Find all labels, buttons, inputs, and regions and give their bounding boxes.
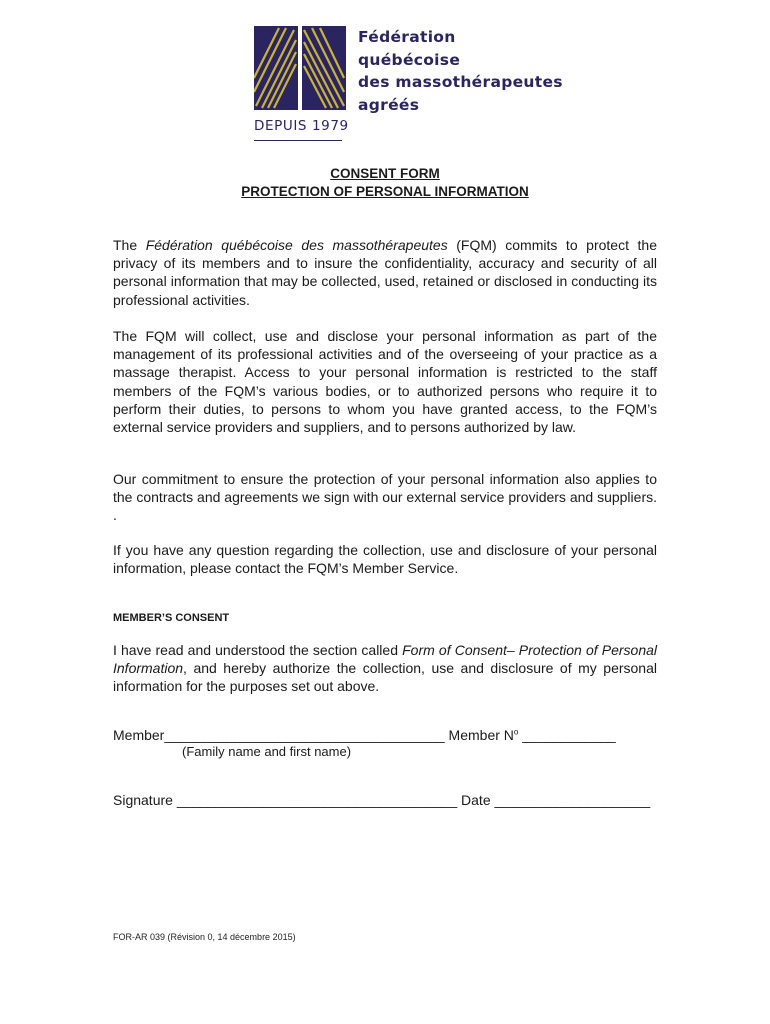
fqm-logo xyxy=(254,24,563,144)
title-line-2: PROTECTION OF PERSONAL INFORMATION xyxy=(241,184,529,199)
consent-text-pre: I have read and understood the section called xyxy=(113,642,403,658)
logo-since: DEPUIS 1979 xyxy=(254,118,349,134)
usage-paragraph: The FQM will collect, use and disclose your personal information as part of the management of its professional activities and of the overseeing of your practice as a massage therapist. Access to your personal information is restricted to the staff members of the FQM’s various bodies, or to authorized persons who require it to perform their duties, to persons to whom you have granted access, to the FQM’s external service providers and suppliers, and to persons authorized by law. xyxy=(113,328,657,436)
date-label: Date xyxy=(457,792,495,808)
intro-text-post: (FQM) commits to protect the privacy of its members and to insure the confidentiality, accuracy and security of all personal information that may be collected, used, retained or disclosed in conducting its professional activities. xyxy=(113,237,658,308)
members-consent-heading: MEMBER’S CONSENT xyxy=(113,612,230,624)
logo-line-4: agréés xyxy=(358,95,420,114)
member-number-input[interactable]: ____________ xyxy=(518,727,616,743)
title-line-1: CONSENT FORM xyxy=(330,166,440,181)
consent-statement xyxy=(113,641,657,696)
member-number-label: Member N xyxy=(444,727,514,743)
intro-paragraph xyxy=(113,236,657,309)
document-title xyxy=(0,165,770,201)
logo-line-3: des massothérapeutes xyxy=(358,73,563,91)
member-name-input[interactable]: ____________________________________ xyxy=(164,727,445,743)
consent-form-name: Form of Consent– Protection of Personal Information xyxy=(113,642,658,677)
contact-paragraph: If you have any question regarding the collection, use and disclosure of your personal information, please contact the FQM’s Member Service. xyxy=(113,542,657,577)
commitment-paragraph: Our commitment to ensure the protection of your personal information also applies to the contracts and agreements we sign with our external service providers and suppliers. . xyxy=(113,471,657,524)
logo-line-1: Fédération xyxy=(358,28,456,46)
consent-text-post: , and hereby authorize the collection, use and disclosure of my personal information for the purposes set out above. xyxy=(113,660,657,695)
intro-text-pre: The xyxy=(113,237,146,253)
member-name-caption: (Family name and first name) xyxy=(182,744,352,759)
logo-line-2: québécoise xyxy=(358,50,461,69)
intro-org-name: Fédération québécoise des massothérapeutes xyxy=(145,237,448,253)
signature-input[interactable]: ____________________________________ xyxy=(176,792,458,808)
fqm-logo-mark-icon xyxy=(254,26,346,110)
logo-wordmark xyxy=(358,26,563,116)
date-input[interactable]: ____________________ xyxy=(494,792,651,808)
logo-since-underline xyxy=(254,140,342,141)
member-field-row xyxy=(113,727,616,743)
member-label: Member xyxy=(113,727,165,743)
signature-label: Signature xyxy=(113,792,177,808)
member-number-superscript: o xyxy=(513,727,519,737)
document-footer: FOR-AR 039 (Révision 0, 14 décembre 2015) xyxy=(113,932,296,942)
signature-field-row xyxy=(113,792,650,808)
